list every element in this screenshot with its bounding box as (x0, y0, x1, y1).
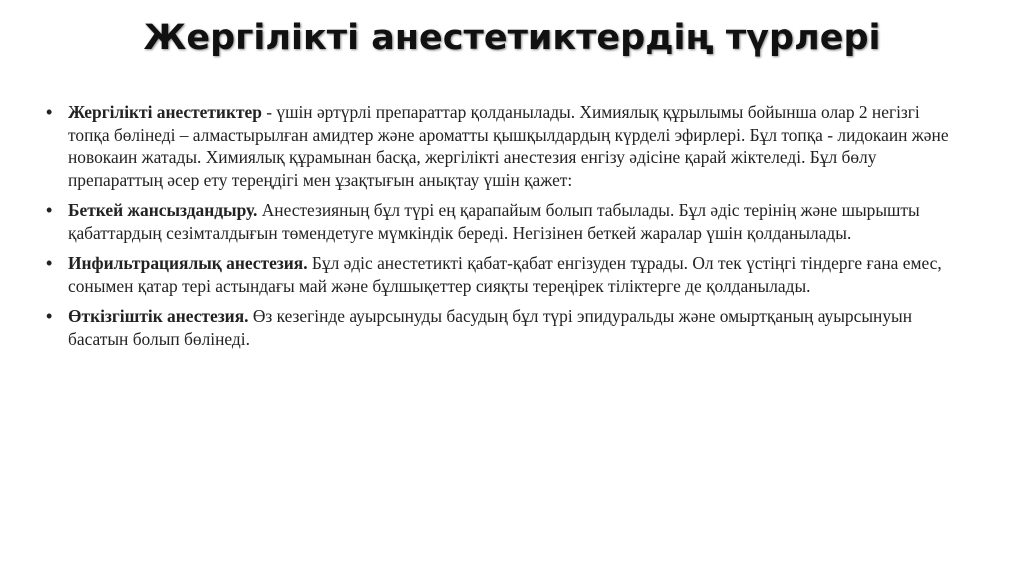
bullet-term: Инфильтрациялық анестезия. (68, 253, 308, 273)
bullet-dot-icon: • (46, 200, 53, 220)
bullet-text: Анестезияның бұл түрі ең қарапайым болып табылады. Бұл әдіс терінің және шырышты қабаттардың сезімталдығын төмендетуге мүмкіндік береді. Негізінен беткей жаралар үшін қолданылады. (68, 200, 920, 243)
bullet-text: - үшін әртүрлі препараттар қолданылады. Химиялық құрылымы бойынша олар 2 негізгі топқа бөлінеді – алмастырылған амидтер және ароматты қышқылдардың күрделі эфирлері. Бұл топқа - лидокаин және новокаин жатады. Химиялық құрамынан басқа, жергілікті анестезия енгізу әдісіне қарай жіктеледі. Бұл бөлу препараттың әсер ету тереңдігі мен ұзақтығын анықтау үшін қажет: (68, 102, 949, 190)
bullet-item-surface-anesthesia (44, 199, 964, 244)
bullet-list (44, 101, 964, 358)
bullet-item-local-anesthetics (44, 101, 964, 191)
bullet-dot-icon: • (46, 102, 53, 122)
bullet-term: Жергілікті анестетиктер (68, 102, 262, 122)
bullet-term: Өткізгіштік анестезия. (68, 306, 249, 326)
bullet-item-conduction-anesthesia (44, 305, 964, 350)
bullet-term: Беткей жансыздандыру. (68, 200, 258, 220)
slide-title: Жергілікті анестетиктердің түрлері (143, 18, 881, 58)
bullet-text: Бұл әдіс анестетикті қабат-қабат енгізуден тұрады. Ол тек үстіңгі тіндерге ғана емес, сонымен қатар тері астындағы май және бұлшықеттер сияқты тереңірек тіліктерге де қолданылады. (68, 253, 942, 296)
bullet-text: Өз кезегінде ауырсынуды басудың бұл түрі эпидуральды және омыртқаның ауырсынуын басатын болып бөлінеді. (68, 306, 913, 349)
bullet-dot-icon: • (46, 253, 53, 273)
bullet-item-infiltration-anesthesia (44, 252, 964, 297)
bullet-dot-icon: • (46, 306, 53, 326)
